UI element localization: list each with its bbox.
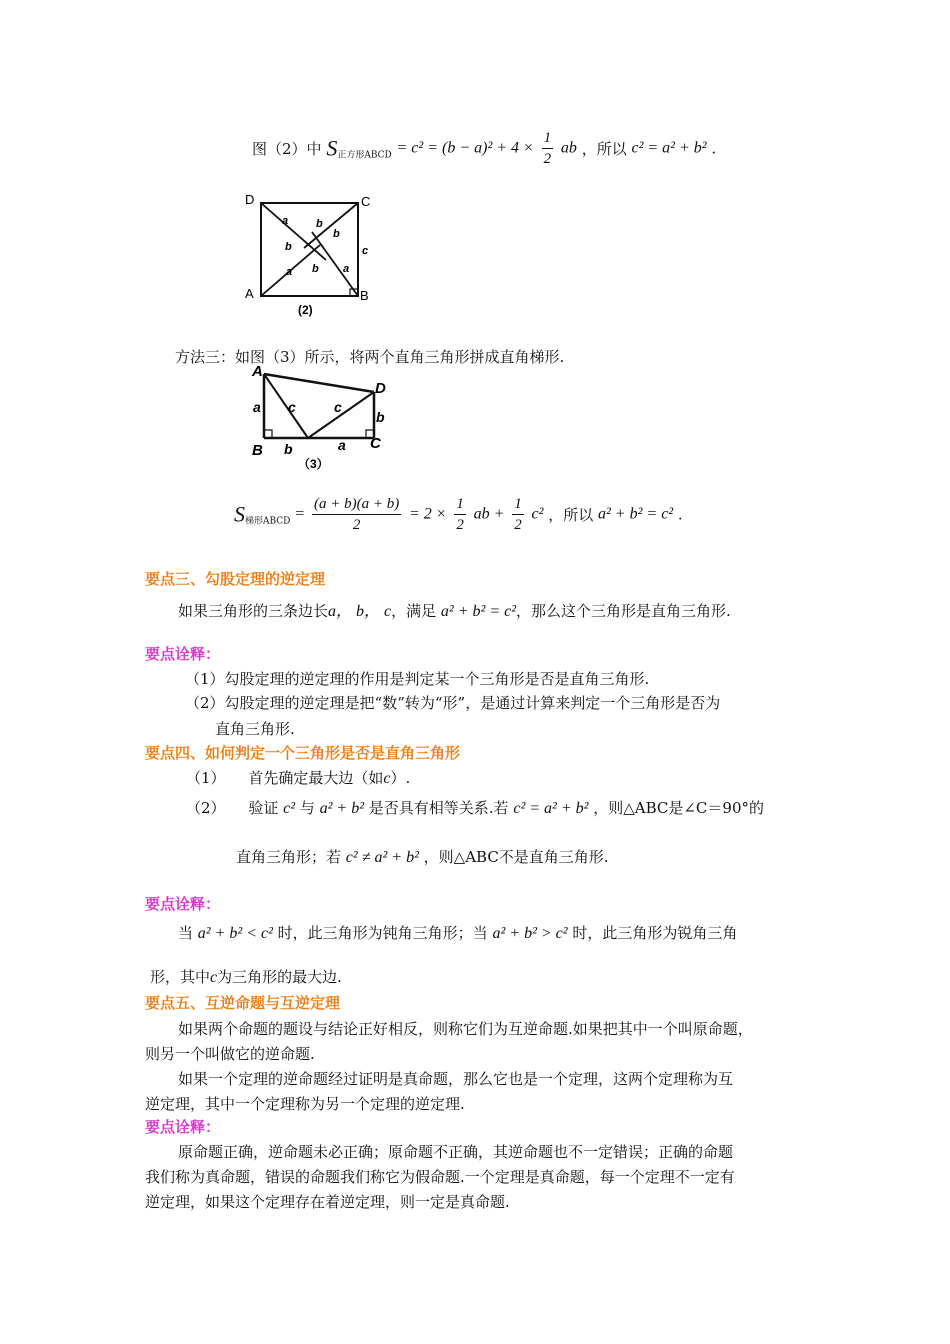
fraction-half: $\frac{1}{2}$	[514, 496, 522, 533]
section5-p1-cont: 则另一个叫做它的逆命题.	[145, 1045, 315, 1063]
section5-heading: 要点五、互逆命题与互逆定理	[145, 994, 341, 1012]
note1-item2-cont: 直角三角形.	[215, 720, 295, 738]
formula-figure2: 图（2）中 $S_{正方形ABCD} = c^2 = (b - a)^2 + 4$ × $\frac{1}{2}$ ab ，所以 c² = a² + b² .	[252, 130, 717, 167]
vertex-B: B	[252, 442, 263, 459]
note2-label: 要点诠释：	[145, 895, 221, 913]
formula-equation: = c² = (b − a)² + 4 ×	[396, 139, 534, 157]
label-a: a	[343, 263, 350, 275]
vertex-D: D	[245, 192, 255, 207]
note1-item2: （2）勾股定理的逆定理是把“数”转为“形”，是通过计算来判定一个三角形是否为	[185, 694, 721, 712]
section5-p2-cont: 逆定理，其中一个定理称为另一个定理的逆定理.	[145, 1095, 465, 1113]
label-a: a	[282, 215, 289, 227]
label-b: b	[285, 241, 292, 253]
formula-conclusion: a² + b² = c²	[598, 505, 674, 523]
area-subscript: 正方形ABCD	[337, 150, 392, 161]
fraction-half: $\frac{1}{2}$	[543, 130, 552, 167]
vertex-D: D	[375, 380, 386, 397]
vertex-A: A	[245, 286, 254, 301]
fraction-half: $\frac{1}{2}$	[456, 496, 464, 533]
note3-label: 要点诠释：	[145, 1118, 221, 1136]
label-c: c	[362, 245, 369, 257]
vertex-A: A	[252, 363, 263, 380]
step1: （1） 首先确定最大边（如c）.	[186, 769, 411, 787]
section5-p1: 如果两个命题的题设与结论正好相反，则称它们为互逆命题.如果把其中一个叫原命题，	[178, 1020, 753, 1038]
section3-heading: 要点三、勾股定理的逆定理	[145, 570, 326, 588]
label-a: a	[338, 437, 346, 453]
vertex-C: C	[370, 435, 381, 452]
vertex-B: B	[360, 288, 369, 303]
figure-caption: (2)	[298, 303, 313, 317]
area-subscript: 梯形ABCD	[245, 516, 291, 527]
note3-line2: 我们称为真命题，错误的命题我们称它为假命题.一个定理是真命题，每一个定理不一定有	[145, 1168, 735, 1186]
note1-item1: （1）勾股定理的逆定理的作用是判定某一个三角形是否是直角三角形.	[185, 670, 650, 688]
label-b: b	[376, 409, 385, 425]
formula-figure3: $S_{梯形ABCD}$ = $\frac{(a + b)(a + b)}{2}$ = 2 × $\frac{1}{2}$ ab + $\frac{1}{2}$ c² ，所以 a² + b² = c² .	[234, 496, 683, 533]
note3-line3: 逆定理，如果这个定理存在着逆定理，则一定是真命题.	[145, 1193, 510, 1211]
label-a: a	[286, 266, 293, 278]
label-a: a	[253, 399, 261, 415]
formula-conclusion: c² = a² + b²	[631, 139, 707, 157]
step2: （2） 验证 c² 与 a² + b² 是否具有相等关系.若 c² = a² + b² ，则△ABC是∠C＝90°的	[186, 799, 764, 817]
figure-3-trapezoid	[246, 362, 396, 472]
figure-2-square	[240, 190, 380, 320]
label-b: b	[333, 228, 340, 240]
label-b: b	[284, 441, 293, 457]
vertex-C: C	[361, 194, 371, 209]
label-c: c	[334, 399, 342, 415]
note2-line1: 当 a² + b² < c² 时，此三角形为钝角三角形；当 a² + b² > c² 时，此三角形为锐角三角	[178, 924, 738, 942]
figure-caption: （3）	[298, 457, 329, 471]
note3-line1: 原命题正确，逆命题未必正确；原命题不正确，其逆命题也不一定错误；正确的命题	[178, 1143, 734, 1161]
note2-line2: 形，其中c为三角形的最大边.	[150, 968, 342, 986]
label-b: b	[316, 218, 323, 230]
section5-p2: 如果一个定理的逆命题经过证明是真命题，那么它也是一个定理，这两个定理称为互	[178, 1070, 734, 1088]
note1-label: 要点诠释：	[145, 645, 221, 663]
label-c: c	[288, 399, 296, 415]
label-b: b	[312, 263, 319, 275]
section4-heading: 要点四、如何判定一个三角形是否是直角三角形	[145, 744, 461, 762]
step2-cont: 直角三角形；若 c² ≠ a² + b² ，则△ABC不是直角三角形.	[236, 848, 609, 866]
fraction-ab-squared: $\frac{(a + b)(a + b)}{2}$	[313, 496, 400, 533]
section3-paragraph: 如果三角形的三条边长a， b， c，满足 a² + b² = c²，那么这个三角形是直角三角形.	[178, 602, 731, 620]
formula-prefix: 图（2）中	[252, 140, 322, 158]
method3-text: 方法三：如图（3）所示，将两个直角三角形拼成直角梯形.	[175, 348, 565, 366]
